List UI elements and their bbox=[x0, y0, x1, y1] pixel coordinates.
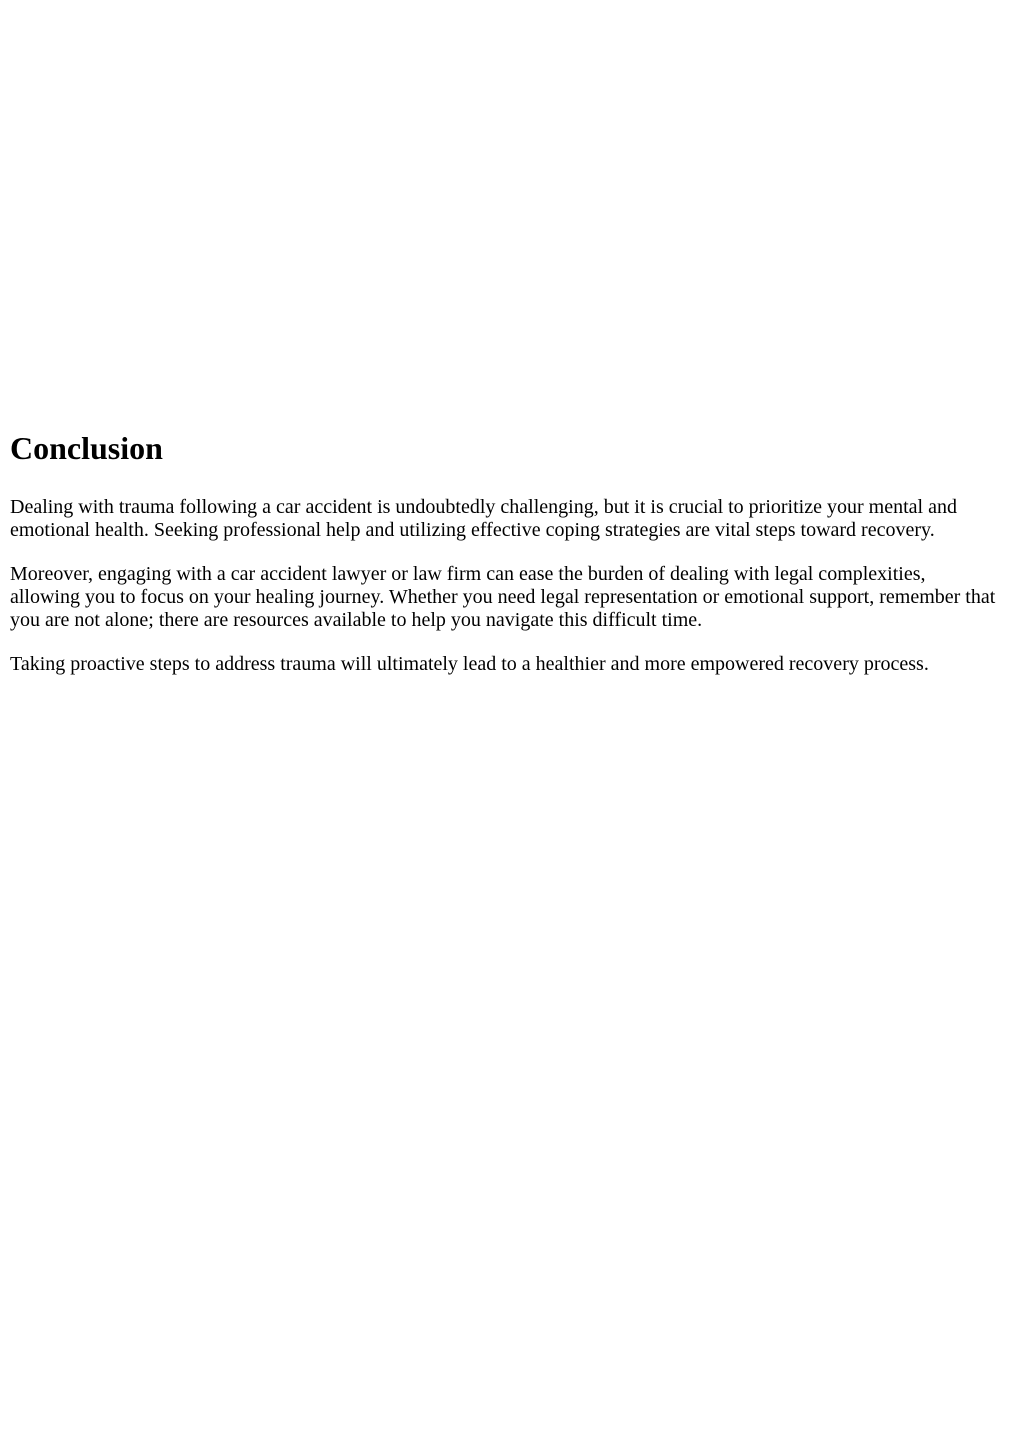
section-heading: Conclusion bbox=[10, 430, 163, 466]
paragraph-3: Taking proactive steps to address trauma will ultimately lead to a healthier and more empowered recovery process. bbox=[10, 653, 929, 675]
paragraph-2: Moreover, engaging with a car accident lawyer or law firm can ease the burden of dealing with legal complexities, allowing you to focus on your healing journey. Whether you need legal representation or emotional support, remember that you are not alone; there are resources available to help you navigate this difficult time. bbox=[10, 563, 996, 631]
conclusion-section bbox=[10, 428, 1000, 697]
paragraph-1: Dealing with trauma following a car accident is undoubtedly challenging, but it is crucial to prioritize your mental and emotional health. Seeking professional help and utilizing effective coping strategies are vital steps toward recovery. bbox=[10, 496, 957, 541]
